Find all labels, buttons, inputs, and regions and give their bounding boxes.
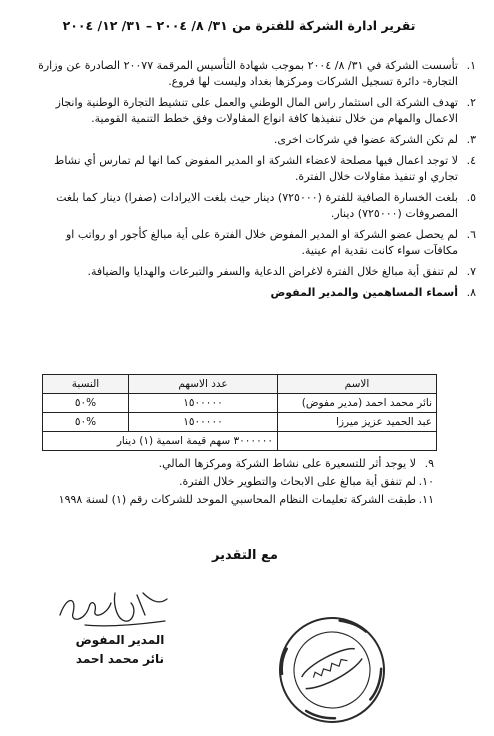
item-text: لم تكن الشركة عضوا في شركات اخرى. bbox=[273, 133, 458, 146]
table-header-row bbox=[43, 375, 437, 394]
item-number: ٩. bbox=[424, 457, 434, 470]
list-item bbox=[30, 285, 476, 301]
company-stamp bbox=[272, 610, 392, 730]
list-item bbox=[30, 153, 476, 185]
cell-name: نائر محمد احمد (مدير مفوض) bbox=[278, 394, 437, 413]
list-item bbox=[40, 492, 434, 508]
item-number: ١١. bbox=[418, 493, 434, 506]
item-number: ٨. bbox=[466, 286, 476, 299]
list-item bbox=[30, 264, 476, 280]
table-row bbox=[43, 394, 437, 413]
list-item bbox=[30, 227, 476, 259]
report-tail-items bbox=[40, 456, 434, 510]
item-number: ٢. bbox=[466, 96, 476, 109]
item-number: ٤. bbox=[466, 154, 476, 167]
item-text: لم تنفق أية مبالغ خلال الفترة لاغراض الدعاية والسفر والتبرعات والهدايا والضيافة. bbox=[87, 265, 458, 278]
closing-text: مع التقدير bbox=[212, 548, 278, 563]
shareholders-heading: أسماء المساهمين والمدير المفوض bbox=[270, 286, 458, 299]
item-text: تأسست الشركة في ٣١/ ٨/ ٢٠٠٤ بموجب شهادة التأسيس المرقمة ٢٠٠٧٧ الصادرة عن وزارة التجارة- دائرة تسجيل الشركات ومركزها بغداد وليست لها فروع. bbox=[38, 59, 458, 88]
item-number: ١. bbox=[466, 59, 476, 72]
item-text: لا توجد اعمال فيها مصلحة لاعضاء الشركة او المدير المفوض كما انها لم تمارس أي نشاط تجاري او تنفيذ مقاولات خلال الفترة. bbox=[54, 154, 458, 183]
item-text: لا يوجد أثر للتسعيرة على نشاط الشركة ومركزها المالي. bbox=[158, 457, 416, 470]
cell-percent: %٥٠ bbox=[43, 394, 129, 413]
item-number: ٧. bbox=[466, 265, 476, 278]
shareholders-table bbox=[42, 374, 437, 451]
item-number: ٣. bbox=[466, 133, 476, 146]
column-header-name: الاسم bbox=[278, 375, 437, 394]
item-text: طبقت الشركة تعليمات النظام المحاسبي الموحد للشركات رقم (١) لسنة ١٩٩٨ bbox=[58, 493, 416, 506]
list-item bbox=[40, 474, 434, 490]
column-header-shares: عدد الاسهم bbox=[129, 375, 278, 394]
report-title: تقرير ادارة الشركة للفترة من ٣١/ ٨/ ٢٠٠٤ – ٣١/ ١٢/ ٢٠٠٤ bbox=[62, 18, 416, 33]
cell-total: ٣٠٠٠٠٠٠ سهم قيمة اسمية (١) دينار bbox=[43, 432, 278, 451]
item-number: ١٠. bbox=[418, 475, 434, 488]
handwritten-signature bbox=[55, 585, 175, 630]
column-header-percent: النسبة bbox=[43, 375, 129, 394]
cell-empty bbox=[278, 432, 437, 451]
item-text: تهدف الشركة الى استثمار راس المال الوطني والعمل على تنشيط التجارة الوطنية وانجاز الاعمال والمهام من خلال تنفيذها كافة انواع المقاولات وفق خطط التنمية القومية. bbox=[55, 96, 458, 125]
report-items bbox=[30, 58, 476, 306]
table-total-row bbox=[43, 432, 437, 451]
cell-shares: ١٥٠٠٠٠٠ bbox=[129, 394, 278, 413]
cell-shares: ١٥٠٠٠٠٠ bbox=[129, 413, 278, 432]
table-row bbox=[43, 413, 437, 432]
item-text: لم يحصل عضو الشركة او المدير المفوض خلال الفترة على أية مبالغ كأجور او رواتب او مكافآت سواء كانت نقدية ام عينية. bbox=[65, 228, 458, 257]
item-number: ٦. bbox=[466, 228, 476, 241]
list-item bbox=[30, 190, 476, 222]
cell-percent: %٥٠ bbox=[43, 413, 129, 432]
signatory-title: المدير المفوض bbox=[75, 633, 165, 647]
signatory-name: نائر محمد احمد bbox=[75, 652, 165, 666]
item-text: لم تنفق أية مبالغ على الابحاث والتطوير خلال الفترة. bbox=[179, 475, 416, 488]
cell-name: عبد الحميد عزيز ميرزا bbox=[278, 413, 437, 432]
list-item bbox=[40, 456, 434, 472]
list-item bbox=[30, 132, 476, 148]
list-item bbox=[30, 58, 476, 90]
item-number: ٥. bbox=[466, 191, 476, 204]
list-item bbox=[30, 95, 476, 127]
item-text: بلغت الخسارة الصافية للفترة (٧٢٥٠٠٠) دينار حيث بلغت الايرادات (صفرا) دينار كما بلغت المصروفات (٧٢٥٠٠٠) دينار. bbox=[56, 191, 458, 220]
